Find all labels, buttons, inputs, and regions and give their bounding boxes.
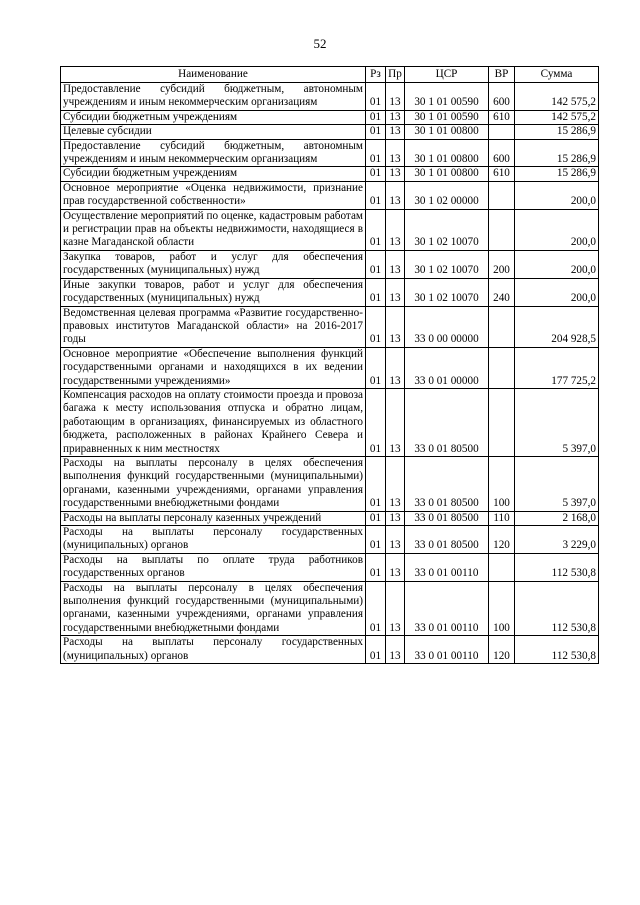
row-name: Осуществление мероприятий по оценке, кадастровым работам и регистрации прав на объекты недвижимости, находящиеся в казне Магаданской области — [61, 209, 366, 250]
row-vr: 120 — [489, 636, 515, 664]
table-row — [61, 347, 599, 388]
row-sum: 204 928,5 — [515, 306, 599, 347]
row-vr: 100 — [489, 581, 515, 636]
row-csr: 33 0 01 00110 — [405, 581, 489, 636]
row-name: Иные закупки товаров, работ и услуг для обеспечения государственных (муниципальных) нужд — [61, 278, 366, 306]
row-pr: 13 — [386, 278, 405, 306]
row-sum: 200,0 — [515, 250, 599, 278]
table-header-row — [61, 67, 599, 83]
row-csr: 33 0 01 00110 — [405, 636, 489, 664]
row-pr: 13 — [386, 209, 405, 250]
row-pr: 13 — [386, 456, 405, 511]
header-name: Наименование — [61, 67, 366, 83]
row-name: Предоставление субсидий бюджетным, автономным учреждениям и иным некоммерческим организациям — [61, 139, 366, 167]
row-pr: 13 — [386, 125, 405, 139]
row-pr: 13 — [386, 306, 405, 347]
row-vr: 100 — [489, 456, 515, 511]
row-csr: 30 1 01 00800 — [405, 167, 489, 181]
row-csr: 33 0 01 00000 — [405, 347, 489, 388]
row-rz: 01 — [366, 110, 386, 124]
table-row — [61, 181, 599, 209]
row-rz: 01 — [366, 636, 386, 664]
row-sum: 200,0 — [515, 181, 599, 209]
row-rz: 01 — [366, 526, 386, 554]
table-row — [61, 581, 599, 636]
row-rz: 01 — [366, 306, 386, 347]
row-pr: 13 — [386, 139, 405, 167]
row-rz: 01 — [366, 209, 386, 250]
row-sum: 15 286,9 — [515, 139, 599, 167]
row-rz: 01 — [366, 511, 386, 525]
row-pr: 13 — [386, 181, 405, 209]
row-pr: 13 — [386, 388, 405, 456]
header-rz: Рз — [366, 67, 386, 83]
row-rz: 01 — [366, 456, 386, 511]
row-csr: 33 0 01 80500 — [405, 526, 489, 554]
row-vr — [489, 209, 515, 250]
row-rz: 01 — [366, 581, 386, 636]
row-csr: 30 1 02 10070 — [405, 250, 489, 278]
row-rz: 01 — [366, 347, 386, 388]
row-vr: 120 — [489, 526, 515, 554]
table-row — [61, 511, 599, 525]
row-pr: 13 — [386, 83, 405, 111]
table-row — [61, 139, 599, 167]
row-sum: 112 530,8 — [515, 581, 599, 636]
row-csr: 30 1 01 00800 — [405, 125, 489, 139]
row-sum: 142 575,2 — [515, 83, 599, 111]
row-name: Ведомственная целевая программа «Развитие государственно-правовых институтов Магаданской области» на 2016-2017 годы — [61, 306, 366, 347]
table-row — [61, 167, 599, 181]
row-name: Субсидии бюджетным учреждениям — [61, 110, 366, 124]
table-row — [61, 125, 599, 139]
row-vr: 110 — [489, 511, 515, 525]
row-vr — [489, 347, 515, 388]
row-csr: 33 0 01 80500 — [405, 511, 489, 525]
row-sum: 112 530,8 — [515, 636, 599, 664]
row-name: Расходы на выплаты персоналу государственных (муниципальных) органов — [61, 526, 366, 554]
row-pr: 13 — [386, 347, 405, 388]
row-name: Расходы на выплаты персоналу в целях обеспечения выполнения функций государственными (муниципальными) органами, казенными учреждениями, органами управления государственными внебюджетными фондами — [61, 581, 366, 636]
table-row — [61, 526, 599, 554]
row-name: Компенсация расходов на оплату стоимости проезда и провоза багажа к месту использования отпуска и обратно лицам, работающим в организациях, финансируемых из областного бюджета, расположенных в районах Крайнего Севера и приравненных к ним местностях — [61, 388, 366, 456]
row-vr: 240 — [489, 278, 515, 306]
row-rz: 01 — [366, 167, 386, 181]
row-pr: 13 — [386, 636, 405, 664]
row-sum: 5 397,0 — [515, 388, 599, 456]
row-rz: 01 — [366, 83, 386, 111]
row-sum: 15 286,9 — [515, 125, 599, 139]
row-vr — [489, 553, 515, 581]
row-rz: 01 — [366, 139, 386, 167]
header-pr: Пр — [386, 67, 405, 83]
row-name: Целевые субсидии — [61, 125, 366, 139]
budget-table — [60, 66, 599, 664]
row-sum: 15 286,9 — [515, 167, 599, 181]
row-vr: 200 — [489, 250, 515, 278]
row-pr: 13 — [386, 250, 405, 278]
row-pr: 13 — [386, 526, 405, 554]
table-row — [61, 83, 599, 111]
row-vr — [489, 388, 515, 456]
row-csr: 33 0 01 80500 — [405, 456, 489, 511]
row-sum: 177 725,2 — [515, 347, 599, 388]
row-vr — [489, 306, 515, 347]
row-csr: 30 1 01 00800 — [405, 139, 489, 167]
row-pr: 13 — [386, 167, 405, 181]
row-csr: 30 1 01 00590 — [405, 83, 489, 111]
row-rz: 01 — [366, 250, 386, 278]
table-row — [61, 110, 599, 124]
row-csr: 33 0 00 00000 — [405, 306, 489, 347]
row-sum: 3 229,0 — [515, 526, 599, 554]
table-row — [61, 636, 599, 664]
row-sum: 2 168,0 — [515, 511, 599, 525]
table-row — [61, 306, 599, 347]
row-pr: 13 — [386, 511, 405, 525]
row-pr: 13 — [386, 581, 405, 636]
row-pr: 13 — [386, 553, 405, 581]
row-rz: 01 — [366, 553, 386, 581]
table-row — [61, 553, 599, 581]
row-name: Расходы на выплаты персоналу в целях обеспечения выполнения функций государственными (муниципальными) органами, казенными учреждениями, органами управления государственными внебюджетными фондами — [61, 456, 366, 511]
row-sum: 142 575,2 — [515, 110, 599, 124]
row-csr: 33 0 01 80500 — [405, 388, 489, 456]
row-csr: 30 1 01 00590 — [405, 110, 489, 124]
header-sum: Сумма — [515, 67, 599, 83]
table-row — [61, 278, 599, 306]
row-name: Закупка товаров, работ и услуг для обеспечения государственных (муниципальных) нужд — [61, 250, 366, 278]
table-row — [61, 209, 599, 250]
row-vr: 600 — [489, 83, 515, 111]
header-vr: ВР — [489, 67, 515, 83]
row-name: Расходы на выплаты по оплате труда работников государственных органов — [61, 553, 366, 581]
row-rz: 01 — [366, 278, 386, 306]
row-name: Расходы на выплаты персоналу казенных учреждений — [61, 511, 366, 525]
row-csr: 30 1 02 00000 — [405, 181, 489, 209]
row-sum: 5 397,0 — [515, 456, 599, 511]
row-csr: 30 1 02 10070 — [405, 209, 489, 250]
table-row — [61, 250, 599, 278]
table-row — [61, 456, 599, 511]
row-vr — [489, 181, 515, 209]
row-vr: 610 — [489, 110, 515, 124]
row-name: Основное мероприятие «Оценка недвижимости, признание прав государственной собственности» — [61, 181, 366, 209]
row-rz: 01 — [366, 181, 386, 209]
row-name: Расходы на выплаты персоналу государственных (муниципальных) органов — [61, 636, 366, 664]
row-name: Основное мероприятие «Обеспечение выполнения функций государственными органами и находящихся в их ведении государственными учреждениями» — [61, 347, 366, 388]
row-rz: 01 — [366, 388, 386, 456]
page-number: 52 — [313, 36, 327, 51]
row-pr: 13 — [386, 110, 405, 124]
row-vr — [489, 125, 515, 139]
row-csr: 30 1 02 10070 — [405, 278, 489, 306]
header-csr: ЦСР — [405, 67, 489, 83]
row-csr: 33 0 01 00110 — [405, 553, 489, 581]
row-name: Субсидии бюджетным учреждениям — [61, 167, 366, 181]
row-name: Предоставление субсидий бюджетным, автономным учреждениям и иным некоммерческим организациям — [61, 83, 366, 111]
row-sum: 200,0 — [515, 278, 599, 306]
table-row — [61, 388, 599, 456]
row-sum: 112 530,8 — [515, 553, 599, 581]
row-sum: 200,0 — [515, 209, 599, 250]
row-vr: 600 — [489, 139, 515, 167]
row-vr: 610 — [489, 167, 515, 181]
row-rz: 01 — [366, 125, 386, 139]
